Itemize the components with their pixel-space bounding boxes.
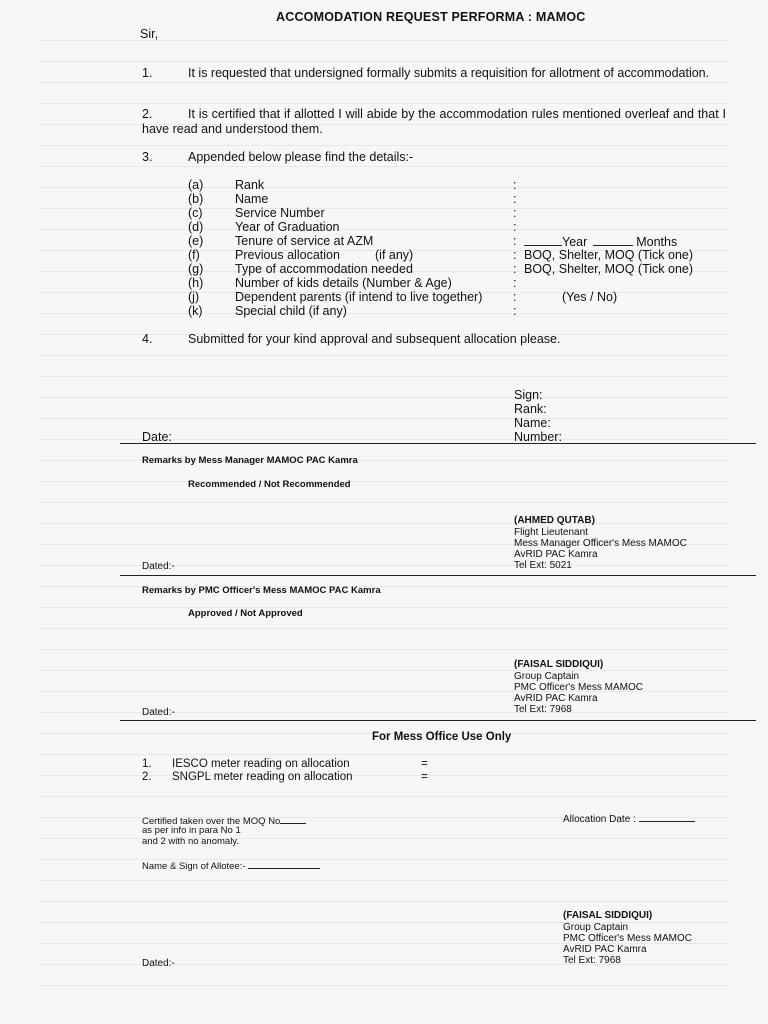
certified-text: Certified taken over the MOQ No bbox=[142, 816, 281, 827]
detail-label: Previous allocation bbox=[235, 248, 340, 262]
detail-label-note: (if any) bbox=[375, 248, 414, 262]
section-heading: Remarks by Mess Manager MAMOC PAC Kamra bbox=[142, 455, 358, 466]
name-label[interactable]: Name: bbox=[514, 416, 551, 430]
signer-designation: PMC Officer's Mess MAMOC bbox=[514, 682, 643, 693]
detail-colon: : bbox=[513, 304, 517, 318]
equals-sign: = bbox=[421, 771, 428, 783]
rank-label[interactable]: Rank: bbox=[514, 402, 547, 416]
paragraph-3 bbox=[142, 150, 726, 165]
salutation: Sir, bbox=[140, 27, 159, 41]
paragraph-1 bbox=[142, 66, 726, 81]
signer-rank: Group Captain bbox=[514, 671, 580, 682]
detail-letter: (k) bbox=[188, 304, 203, 318]
detail-colon: : bbox=[513, 248, 517, 262]
detail-colon: : bbox=[513, 290, 517, 304]
dated-label[interactable]: Dated:- bbox=[142, 561, 175, 572]
signer-rank: Flight Lieutenant bbox=[514, 527, 588, 538]
detail-letter: (c) bbox=[188, 206, 203, 220]
allocation-date-blank[interactable] bbox=[639, 812, 695, 822]
detail-label: Name bbox=[235, 192, 269, 206]
detail-value: BOQ, Shelter, MOQ (Tick one) bbox=[524, 248, 694, 262]
detail-label: Year of Graduation bbox=[235, 220, 340, 234]
certified-line-3: and 2 with no anomaly. bbox=[142, 836, 239, 847]
signer-unit: AvRID PAC Kamra bbox=[563, 944, 647, 955]
dated-label[interactable]: Dated:- bbox=[142, 707, 175, 718]
signer-tel: Tel Ext: 5021 bbox=[514, 560, 572, 571]
year-blank[interactable] bbox=[524, 234, 562, 246]
detail-letter: (a) bbox=[188, 178, 204, 192]
date-label[interactable]: Date: bbox=[142, 430, 172, 444]
detail-label: Dependent parents (if intend to live together) bbox=[235, 290, 483, 304]
section-divider bbox=[120, 575, 756, 576]
section-divider bbox=[120, 720, 756, 721]
paragraph-text: It is certified that if allotted I will abide by the accommodation rules mentioned overleaf and that I have read and understood them. bbox=[142, 107, 726, 136]
paragraph-text: It is requested that undersigned formally submits a requisition for allotment of accommodation. bbox=[188, 66, 710, 80]
form-title: ACCOMODATION REQUEST PERFORMA : MAMOC bbox=[276, 10, 586, 24]
paragraph-4 bbox=[142, 332, 726, 347]
moq-number-blank[interactable] bbox=[280, 814, 306, 824]
detail-letter: (b) bbox=[188, 192, 204, 206]
paragraph-number: 3. bbox=[142, 150, 153, 164]
paragraph-number: 1. bbox=[142, 66, 153, 80]
signer-unit: AvRID PAC Kamra bbox=[514, 693, 598, 704]
dated-label[interactable]: Dated:- bbox=[142, 958, 175, 969]
allottee-label: Name & Sign of Allotee:- bbox=[142, 861, 246, 872]
section-divider bbox=[120, 443, 756, 444]
signer-unit: AvRID PAC Kamra bbox=[514, 549, 598, 560]
detail-letter: (f) bbox=[188, 248, 200, 262]
approval-options[interactable]: Approved / Not Approved bbox=[188, 608, 303, 619]
allottee-blank[interactable] bbox=[248, 859, 320, 869]
recommendation-options[interactable]: Recommended / Not Recommended bbox=[188, 479, 351, 490]
detail-colon: : bbox=[513, 276, 517, 290]
paragraph-number: 2. bbox=[142, 107, 153, 121]
number-label[interactable]: Number: bbox=[514, 430, 562, 444]
detail-colon: : bbox=[513, 178, 517, 192]
detail-letter: (h) bbox=[188, 276, 204, 290]
signer-name: (FAISAL SIDDIQUI) bbox=[563, 910, 653, 921]
equals-sign: = bbox=[421, 758, 428, 770]
detail-colon: : bbox=[513, 220, 517, 234]
detail-letter: (j) bbox=[188, 290, 200, 304]
certified-line-2: as per info in para No 1 bbox=[142, 825, 241, 836]
detail-letter: (d) bbox=[188, 220, 204, 234]
detail-letter: (g) bbox=[188, 262, 204, 276]
months-blank[interactable] bbox=[593, 234, 633, 246]
detail-label: Rank bbox=[235, 178, 265, 192]
office-item-number: 1. bbox=[142, 758, 152, 770]
sign-label[interactable]: Sign: bbox=[514, 388, 543, 402]
tenure-value bbox=[524, 234, 677, 249]
detail-value: BOQ, Shelter, MOQ (Tick one) bbox=[524, 262, 694, 276]
signer-rank: Group Captain bbox=[563, 922, 629, 933]
section-heading: Remarks by PMC Officer's Mess MAMOC PAC Kamra bbox=[142, 585, 381, 596]
paragraph-number: 4. bbox=[142, 332, 153, 346]
paragraph-text: Appended below please find the details:- bbox=[188, 150, 414, 164]
detail-colon: : bbox=[513, 206, 517, 220]
detail-value: (Yes / No) bbox=[562, 290, 618, 304]
detail-label: Service Number bbox=[235, 206, 325, 220]
signer-name: (AHMED QUTAB) bbox=[514, 515, 595, 526]
signer-tel: Tel Ext: 7968 bbox=[563, 955, 621, 966]
detail-label: Number of kids details (Number & Age) bbox=[235, 276, 452, 290]
allottee-field[interactable] bbox=[142, 859, 320, 872]
bleed-through-texture bbox=[40, 20, 730, 1000]
detail-colon: : bbox=[513, 234, 517, 248]
detail-label: Tenure of service at AZM bbox=[235, 234, 374, 248]
detail-colon: : bbox=[513, 262, 517, 276]
section-heading: For Mess Office Use Only bbox=[372, 731, 512, 743]
sngpl-meter-label: SNGPL meter reading on allocation bbox=[172, 771, 353, 783]
paragraph-text: Submitted for your kind approval and subsequent allocation please. bbox=[188, 332, 561, 346]
detail-label: Type of accommodation needed bbox=[235, 262, 413, 276]
signer-designation: Mess Manager Officer's Mess MAMOC bbox=[514, 538, 687, 549]
iesco-meter-label: IESCO meter reading on allocation bbox=[172, 758, 350, 770]
months-label: Months bbox=[636, 235, 678, 249]
paragraph-2 bbox=[142, 107, 726, 136]
office-item-number: 2. bbox=[142, 771, 152, 783]
year-label: Year bbox=[562, 235, 588, 249]
detail-label: Special child (if any) bbox=[235, 304, 347, 318]
allocation-date-field[interactable] bbox=[563, 812, 695, 825]
detail-letter: (e) bbox=[188, 234, 204, 248]
signer-tel: Tel Ext: 7968 bbox=[514, 704, 572, 715]
signer-designation: PMC Officer's Mess MAMOC bbox=[563, 933, 692, 944]
allocation-date-label: Allocation Date : bbox=[563, 814, 636, 825]
detail-colon: : bbox=[513, 192, 517, 206]
signer-name: (FAISAL SIDDIQUI) bbox=[514, 659, 604, 670]
